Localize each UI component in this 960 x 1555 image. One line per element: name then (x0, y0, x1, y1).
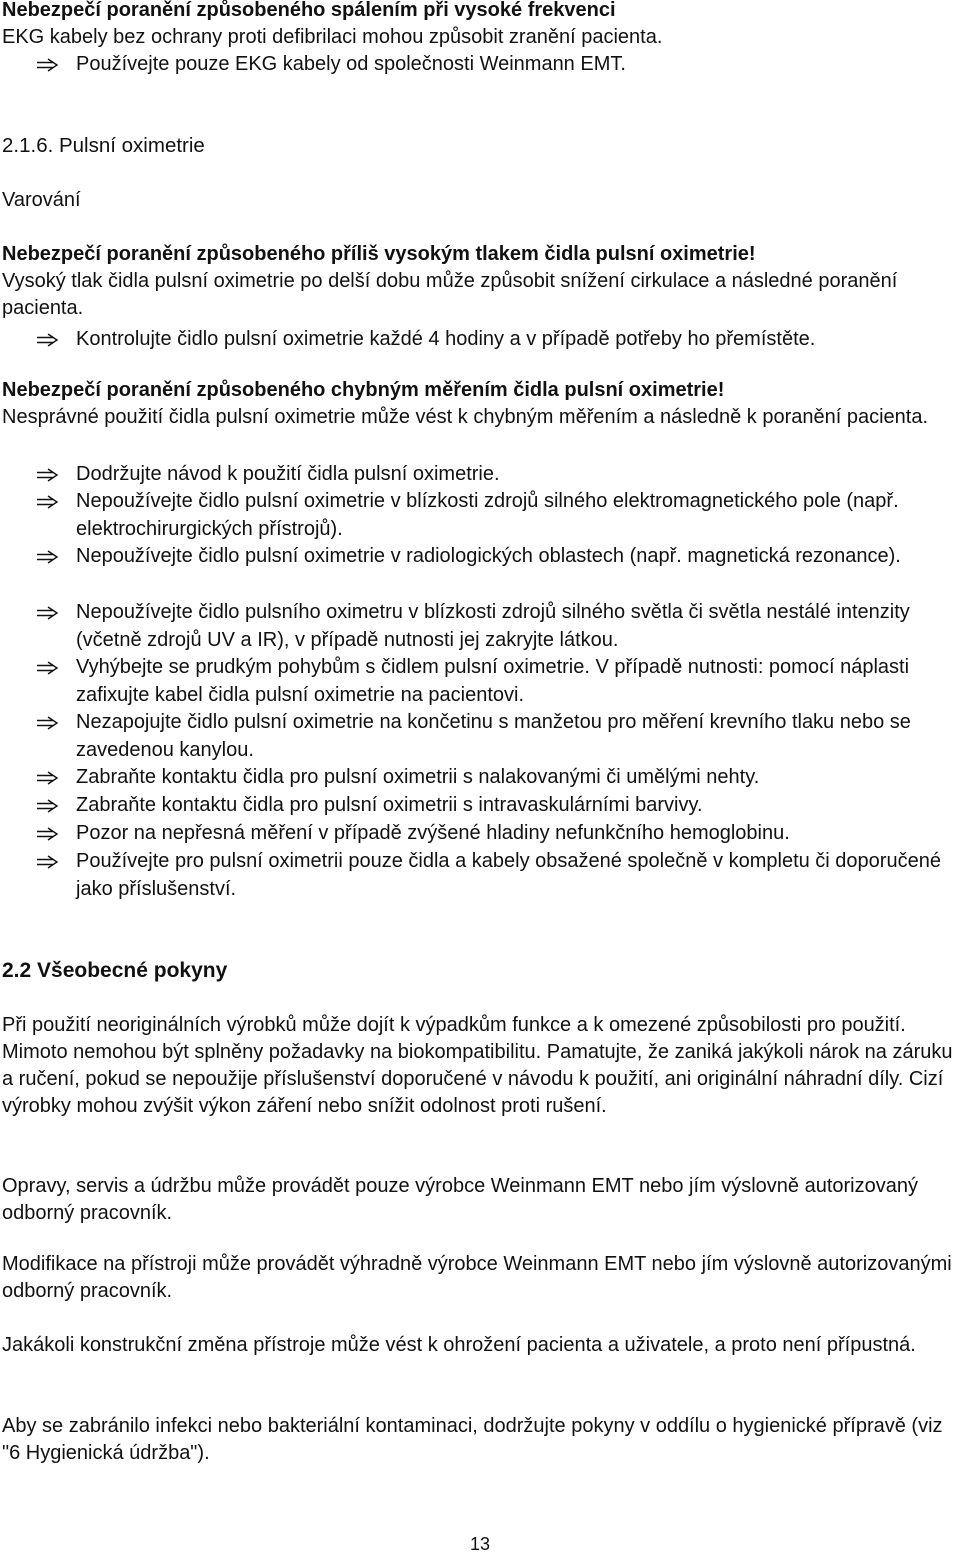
list-item-text: Nezapojujte čidlo pulsní oximetrie na končetinu s manžetou pro měření krevního tlaku nebo se zavedenou kanylou. (76, 711, 911, 761)
paragraph: Při použití neoriginálních výrobků může dojít k výpadkům funkce a k omezené způsobilosti pro použití. Mimoto nemohou být splněny požadavky na biokompatibilitu. Pamatujte, že zaniká jakýkoli nárok na záruku a ručení, pokud se nepoužije příslušenství doporučené v návodu k použití, ani originální náhradní díly. Cizí výrobky mohou zvýšit výkon záření nebo snížit odolnost proti rušení. (2, 1014, 953, 1117)
section-heading-pulse-oximetry: 2.1.6. Pulsní oximetrie (2, 134, 205, 157)
list-item-text: Kontrolujte čidlo pulsní oximetrie každé 4 hodiny a v případě potřeby ho přemístěte. (76, 328, 816, 350)
page-number: 13 (469, 1534, 491, 1554)
section-heading-general: 2.2 Všeobecné pokyny (2, 959, 228, 982)
paragraph: Modifikace na přístroji může provádět výhradně výrobce Weinmann EMT nebo jím výslovně autorizovanými odborný pracovník. (2, 1253, 952, 1302)
list-item-text: Zabraňte kontaktu čidla pro pulsní oximetrii s intravaskulárními barvivy. (76, 794, 703, 816)
double-arrow-right-icon (36, 461, 64, 482)
paragraph: Aby se zabránilo infekci nebo bakteriální kontaminaci, dodržujte pokyny v oddílu o hygienické přípravě (viz "6 Hygienická údržba"). (2, 1415, 943, 1464)
warning-text-ecg: EKG kabely bez ochrany proti defibrilaci mohou způsobit zranění pacienta. (2, 26, 663, 48)
double-arrow-right-icon (36, 543, 64, 564)
list-item-text: Používejte pouze EKG kabely od společnosti Weinmann EMT. (76, 53, 626, 75)
paragraph: Jakákoli konstrukční změna přístroje může vést k ohrožení pacienta a uživatele, a proto není přípustná. (2, 1334, 916, 1356)
subheading-warning: Varování (2, 189, 81, 211)
list-item-text: Nepoužívejte čidlo pulsní oximetrie v radiologických oblastech (např. magnetická rezonance). (76, 545, 901, 567)
warning-title-pressure: Nebezpečí poranění způsobeného příliš vysokým tlakem čidla pulsní oximetrie! (2, 243, 756, 265)
list-item-text: Nepoužívejte čidlo pulsní oximetrie v blízkosti zdrojů silného elektromagnetického pole (např. elektrochirurgických přístrojů). (76, 490, 899, 540)
warning-title-hf-burn: Nebezpečí poranění způsobeného spálením při vysoké frekvenci (2, 0, 616, 21)
list-item-text: Vyhýbejte se prudkým pohybům s čidlem pulsní oximetrie. V případě nutnosti: pomocí náplasti zafixujte kabel čidla pulsní oximetrie na pacientovi. (76, 656, 910, 706)
double-arrow-right-icon (36, 326, 64, 347)
double-arrow-right-icon (36, 709, 64, 730)
list-item-text: Pozor na nepřesná měření v případě zvýšené hladiny nefunkčního hemoglobinu. (76, 822, 790, 844)
list-item-text: Nepoužívejte čidlo pulsního oximetru v blízkosti zdrojů silného světla či světla nestálé intenzity (včetně zdrojů UV a IR), v případě nutnosti jej zakryjte látkou. (76, 601, 910, 651)
list-item-text: Dodržujte návod k použití čidla pulsní oximetrie. (76, 463, 500, 485)
warning-body-measurement: Nesprávné použití čidla pulsní oximetrie může vést k chybným měřením a následně k poranění pacienta. (2, 406, 929, 428)
list-item-text: Zabraňte kontaktu čidla pro pulsní oximetrii s nalakovanými či umělými nehty. (76, 766, 760, 788)
double-arrow-right-icon (36, 51, 64, 72)
double-arrow-right-icon (36, 488, 64, 509)
double-arrow-right-icon (36, 848, 64, 869)
double-arrow-right-icon (36, 820, 64, 841)
double-arrow-right-icon (36, 654, 64, 675)
double-arrow-right-icon (36, 599, 64, 620)
double-arrow-right-icon (36, 764, 64, 785)
warning-title-measurement: Nebezpečí poranění způsobeného chybným měřením čidla pulsní oximetrie! (2, 379, 725, 401)
warning-body-pressure: Vysoký tlak čidla pulsní oximetrie po delší dobu může způsobit snížení cirkulace a následné poranění pacienta. (2, 270, 898, 319)
double-arrow-right-icon (36, 792, 64, 813)
paragraph: Opravy, servis a údržbu může provádět pouze výrobce Weinmann EMT nebo jím výslovně autorizovaný odborný pracovník. (2, 1175, 918, 1224)
list-item-text: Používejte pro pulsní oximetrii pouze čidla a kabely obsažené společně v kompletu či doporučené jako příslušenství. (76, 850, 941, 900)
